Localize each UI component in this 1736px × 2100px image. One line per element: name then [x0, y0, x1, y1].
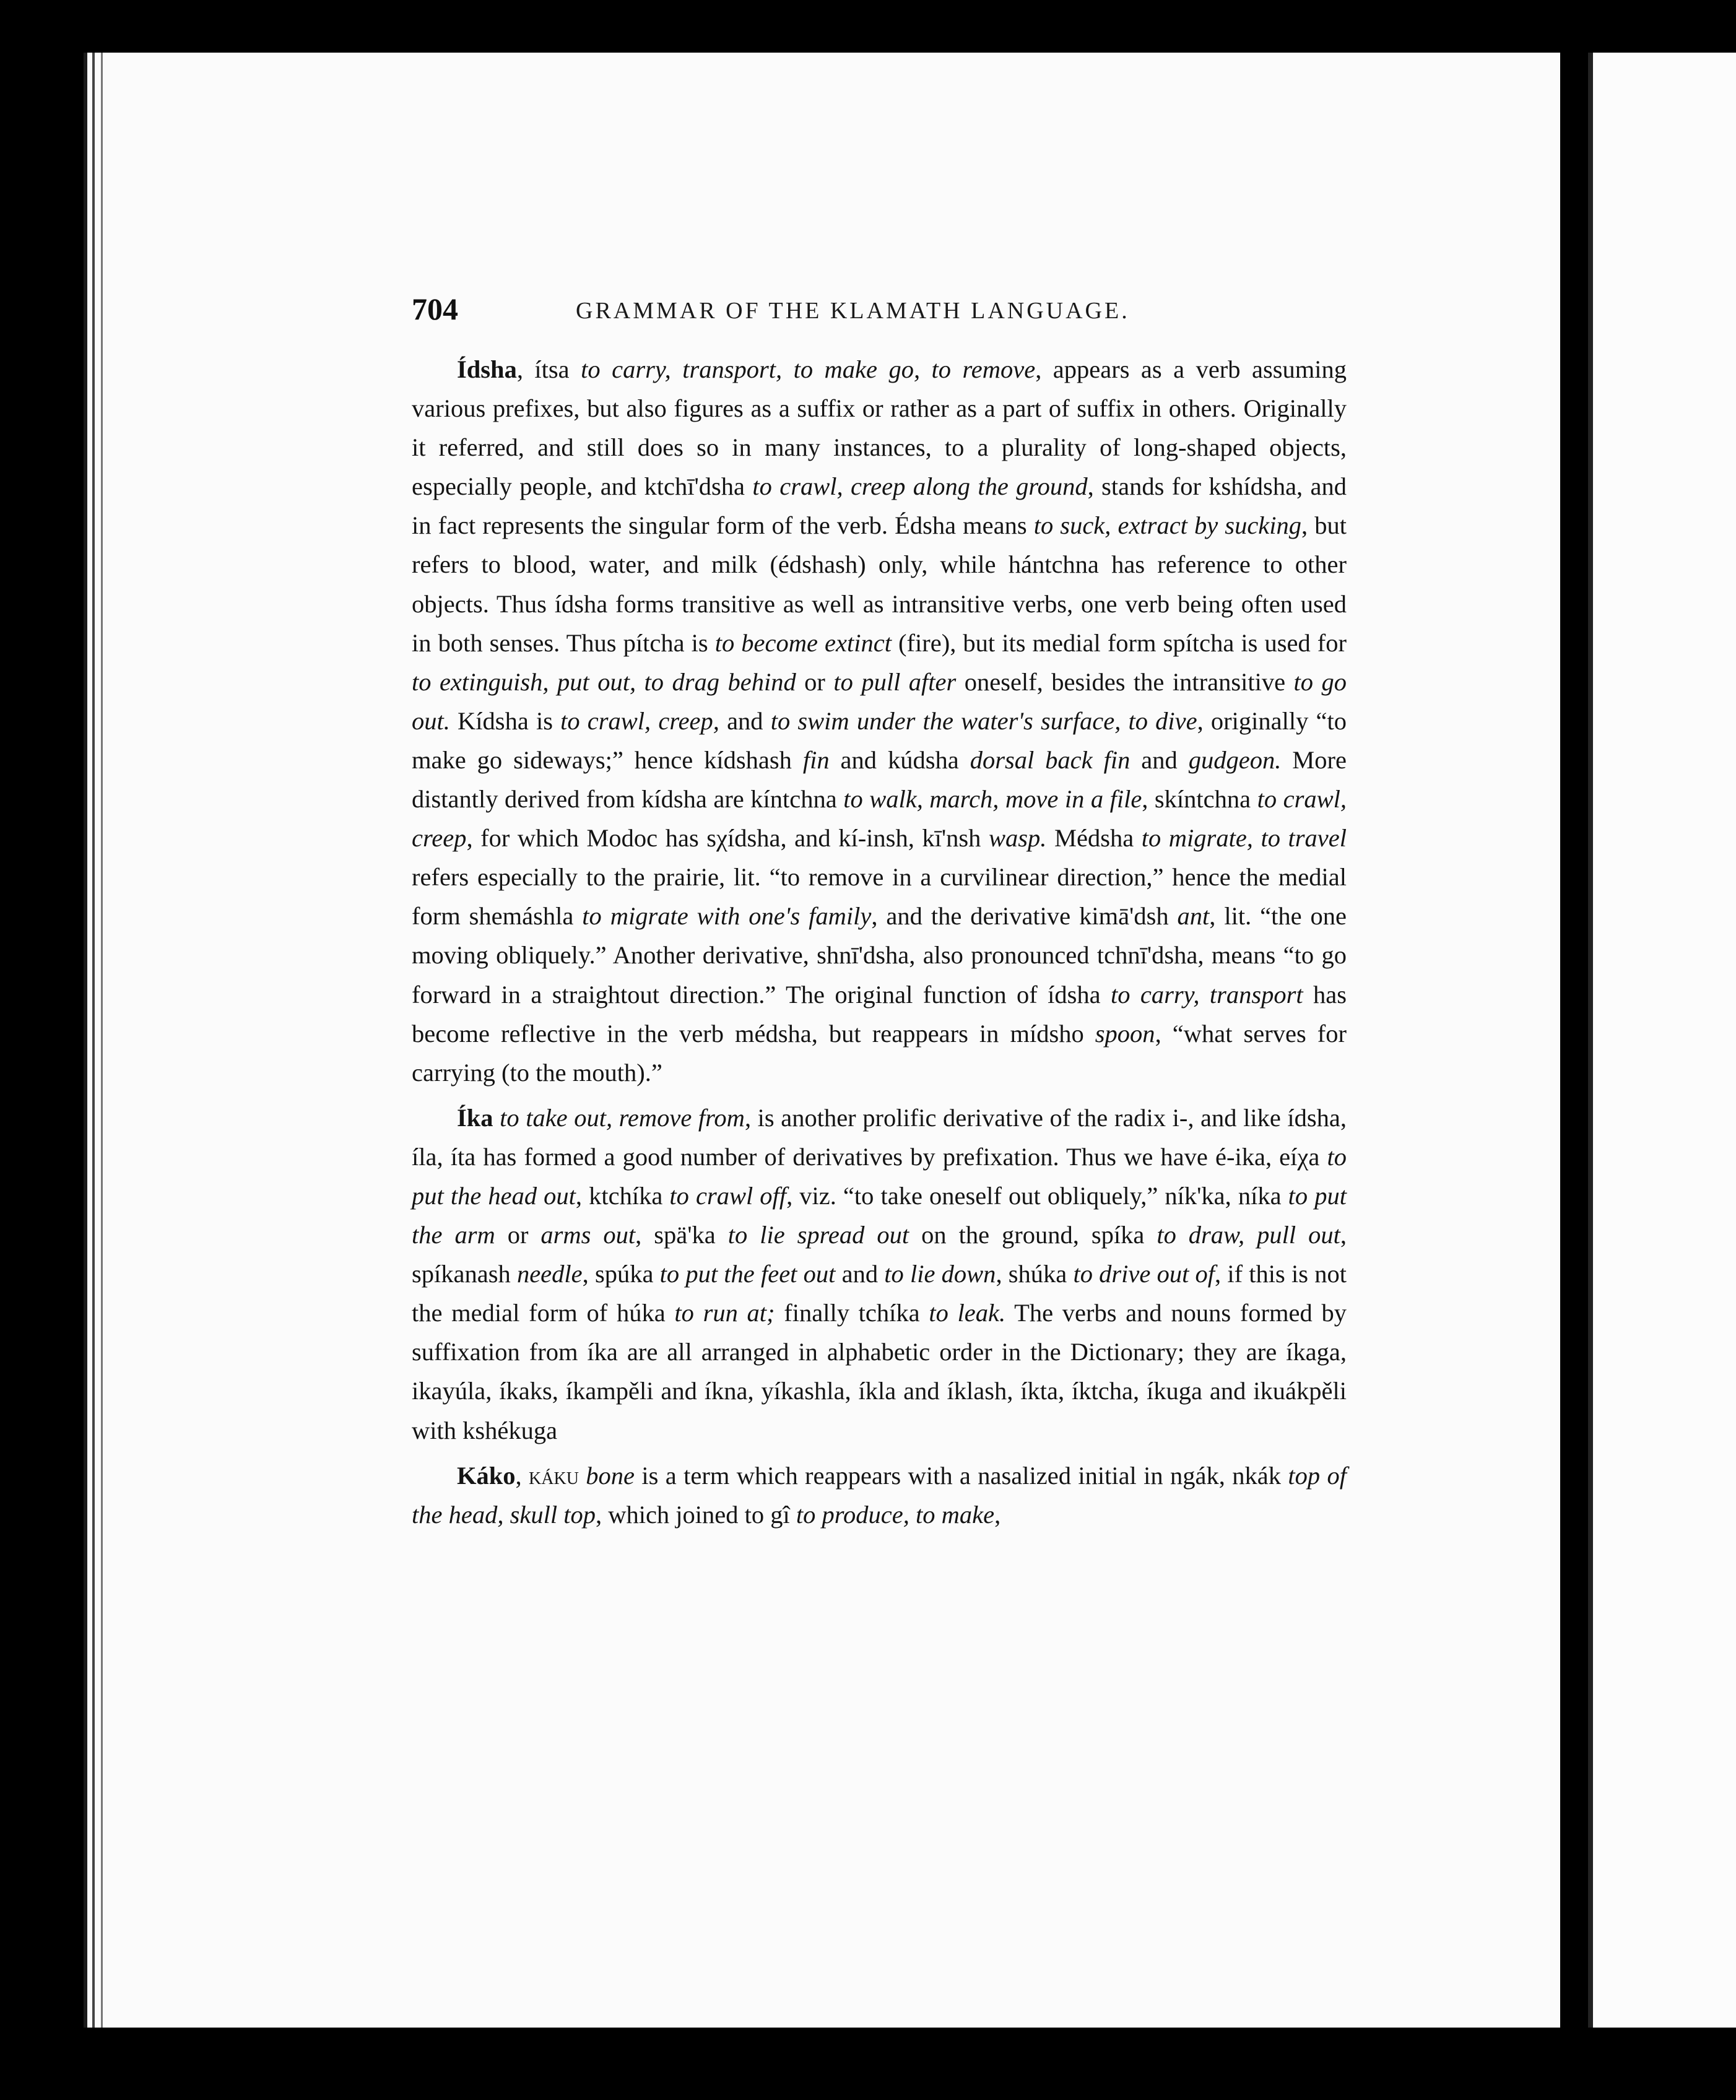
gloss-text: to go out. [412, 667, 1347, 735]
facing-page-edge [1588, 53, 1736, 2028]
text-run: and [1130, 745, 1189, 774]
text-run: , “what serves for carrying (to the mouth).” [412, 1019, 1347, 1087]
gloss-text: dorsal back fin [970, 745, 1131, 774]
gloss-text: to extinguish, put out, to drag behind [412, 667, 796, 696]
page-edge-line [92, 53, 95, 2028]
gloss-text: to run at; [674, 1299, 775, 1327]
gloss-text: to migrate with one's family [582, 902, 872, 931]
gloss-text: to walk, march, move in a file [843, 785, 1142, 814]
text-run: , originally “to make go sideways;” hence kídshash [412, 706, 1347, 774]
paragraph-idsha [412, 350, 1347, 1092]
entry-headword: Ídsha [457, 355, 517, 383]
gloss-text: to lie down [884, 1260, 996, 1288]
gloss-text: to pull after [833, 667, 957, 696]
text-run: , ítsa [516, 355, 581, 383]
entry-headword: Íka [457, 1103, 493, 1132]
gloss-text: to drive out of [1073, 1260, 1215, 1288]
text-run: , spíkanash [412, 1221, 1347, 1288]
gloss-text: to become extinct [714, 628, 892, 657]
gloss-text: to migrate, to travel [1141, 824, 1347, 853]
text-run: oneself, besides the intransitive [956, 667, 1294, 696]
text-run: Médsha [1046, 824, 1142, 853]
gloss-text: to swim under the water's surface, to dive [770, 706, 1197, 735]
gloss-text: fin [802, 745, 830, 774]
gloss-text: to carry, transport, to make go, to remove [581, 355, 1036, 383]
body-text [412, 350, 1347, 1534]
text-run: , but refers to blood, water, and milk (édshash) only, while hántchna has reference to other objects. Thus ídsha forms transitive as well as intransitive verbs, one verb being often used in both senses. Thus pítcha is [412, 511, 1347, 657]
text-run: , stands for kshídsha, and in fact represents the singular form of the verb. Édsha means [412, 472, 1347, 540]
gloss-text: to put the arm [412, 1181, 1347, 1249]
text-run: , [515, 1461, 529, 1490]
page-header [412, 291, 1347, 334]
text-run: , if this is not the medial form of húka [412, 1260, 1347, 1327]
gloss-text: to crawl off [669, 1181, 787, 1210]
gloss-text: to put the feet out [659, 1260, 836, 1288]
page-edge-shadow [84, 53, 87, 2028]
gloss-text: to carry, transport [1111, 980, 1303, 1009]
gloss-text: to draw, pull out [1157, 1221, 1340, 1249]
paragraph-kako [412, 1456, 1347, 1534]
text-run: , ktchíka [575, 1181, 670, 1210]
text-run: , spä'ka [635, 1221, 728, 1249]
text-run: , shúka [996, 1260, 1074, 1288]
page-number: 704 [412, 292, 458, 326]
gloss-text: gudgeon. [1188, 745, 1282, 774]
gloss-text: bone [586, 1461, 635, 1490]
text-run: and kúdsha [829, 745, 970, 774]
text-run: , spúka [582, 1260, 660, 1288]
text-run: , is another prolific derivative of the radix i-, and like ídsha, íla, íta has formed a good number of derivatives by prefixation. Thus we have é-ika, eíχa [412, 1103, 1347, 1171]
page-edge-line [101, 53, 103, 2028]
text-run: More distantly derived from kídsha are kíntchna [412, 745, 1347, 814]
book-gutter [1560, 0, 1573, 2100]
text-run: , for which Modoc has sχídsha, and kí-insh, kī'nsh [466, 824, 989, 853]
gloss-text: to take out, remove from [500, 1103, 745, 1132]
gloss-text: to leak. [929, 1299, 1006, 1327]
gloss-text: to put the head out [412, 1142, 1347, 1210]
gloss-text: wasp. [989, 824, 1047, 853]
text-run: finally tchíka [775, 1299, 929, 1327]
variant-headword: káku [529, 1461, 579, 1490]
gloss-text: to produce, to make [796, 1500, 995, 1529]
gloss-text: to suck, extract by sucking [1033, 511, 1302, 540]
text-run: , which joined to gî [595, 1500, 796, 1529]
text-run: has become reflective in the verb médsha, but reappears in mídsho [412, 980, 1347, 1048]
entry-headword: Káko [457, 1461, 516, 1490]
text-run: , viz. “to take oneself out obliquely,” ník'ka, níka [786, 1181, 1288, 1210]
gloss-text: to crawl, creep, [560, 706, 719, 735]
text-run: on the ground, spíka [909, 1221, 1157, 1249]
text-run: , lit. “the one moving obliquely.” Another derivative, shnī'dsha, also pronounced tchnī'dsha, means “to go forward in a straightout direction.” The original function of ídsha [412, 902, 1347, 1009]
text-run: refers especially to the prairie, lit. “to remove in a curvilinear direction,” hence the medial form shemáshla [412, 863, 1347, 931]
text-run: and [835, 1260, 885, 1288]
gloss-text: to crawl, creep [412, 785, 1347, 853]
paragraph-ika [412, 1098, 1347, 1450]
text-run [579, 1462, 586, 1490]
text-run: , skíntchna [1142, 785, 1257, 814]
text-run: (fire), but its medial form spítcha is used for [891, 628, 1347, 657]
gloss-text: needle [516, 1260, 583, 1288]
gloss-text: top of the head, skull top [412, 1461, 1347, 1529]
gloss-text: spoon [1095, 1019, 1155, 1048]
text-run: , appears as a verb assuming various prefixes, but also figures as a suffix or rather as a part of suffix in others. Originally it referred, and still does so in many instances, to a plurality of long-shaped objects, especially people, and ktchī'dsha [412, 355, 1347, 501]
text-run: and [719, 706, 771, 735]
gloss-text: ant [1177, 902, 1210, 931]
text-run: is a term which reappears with a nasalized initial in ngák, nkák [635, 1461, 1288, 1490]
running-head: GRAMMAR OF THE KLAMATH LANGUAGE. [576, 298, 1130, 324]
text-run: or [495, 1221, 541, 1249]
gloss-text: to lie spread out [727, 1221, 909, 1249]
text-run: The verbs and nouns formed by suffixation from íka are all arranged in alphabetic order in the Dictionary; they are íkaga, ikayúla, íkaks, íkampěli and íkna, yíkashla, íkla and íklash, íkta, íktcha, íkuga and ikuákpěli with kshékuga [412, 1299, 1347, 1444]
gloss-text: arms out [540, 1221, 636, 1249]
text-run [493, 1104, 500, 1132]
text-run: , and the derivative kimā'dsh [871, 902, 1178, 931]
text-run: Kídsha is [449, 706, 561, 735]
text-run: , [994, 1500, 1001, 1529]
gloss-text: to crawl, creep along the ground [752, 472, 1088, 501]
text-run: or [796, 667, 834, 696]
